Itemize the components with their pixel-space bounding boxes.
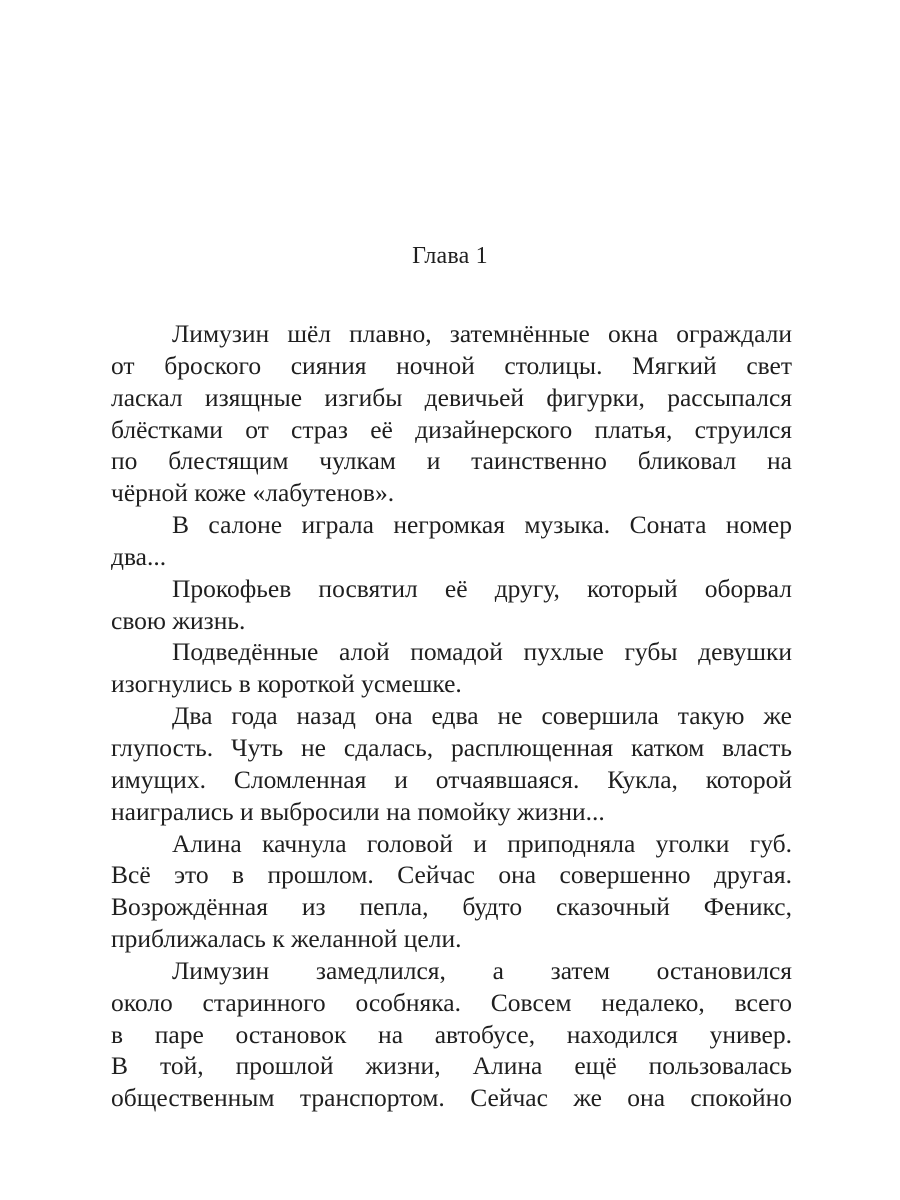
chapter-body-text (111, 318, 792, 1114)
text-line: Алина качнула головой и приподняла уголки губ. (172, 828, 792, 858)
text-line: ласкал изящные изгибы девичьей фигурки, рассыпался (111, 382, 792, 412)
text-line: наигрались и выбросили на помойку жизни... (111, 796, 605, 826)
text-line: около старинного особняка. Совсем недалеко, всего (111, 987, 792, 1017)
text-line: по блестящим чулкам и таинственно бликовал на (111, 446, 792, 476)
text-line: свою жизнь. (111, 605, 246, 635)
text-line: Подведённые алой помадой пухлые губы девушки (172, 637, 792, 667)
chapter-title: Глава 1 (412, 243, 488, 269)
text-line: два... (111, 541, 167, 571)
text-line: В салоне играла негромкая музыка. Соната номер (172, 510, 792, 540)
text-line: изогнулись в короткой усмешке. (111, 669, 462, 699)
text-line: от броского сияния ночной столицы. Мягкий свет (111, 350, 792, 380)
text-line: Лимузин замедлился, а затем остановился (172, 955, 792, 985)
text-line: В той, прошлой жизни, Алина ещё пользовалась (111, 1051, 792, 1081)
text-line: глупость. Чуть не сдалась, расплющенная катком власть (111, 732, 792, 762)
text-line: Два года назад она едва не совершила такую же (172, 701, 792, 731)
text-line: Всё это в прошлом. Сейчас она совершенно другая. (111, 860, 792, 890)
text-line: общественным транспортом. Сейчас же она спокойно (111, 1083, 792, 1113)
text-line: Прокофьев посвятил её другу, который оборвал (172, 573, 792, 603)
text-line: Лимузин шёл плавно, затемнённые окна ограждали (172, 319, 792, 348)
text-line: чёрной коже «лабутенов». (111, 478, 395, 508)
text-line: приближалась к желанной цели. (111, 924, 462, 954)
text-line: имущих. Сломленная и отчаявшаяся. Кукла, которой (111, 764, 792, 794)
text-line: блёстками от страз её дизайнерского платья, струился (111, 414, 792, 444)
text-line: в паре остановок на автобусе, находился универ. (111, 1019, 792, 1049)
text-line: Возрождённая из пепла, будто сказочный Феникс, (111, 892, 792, 922)
